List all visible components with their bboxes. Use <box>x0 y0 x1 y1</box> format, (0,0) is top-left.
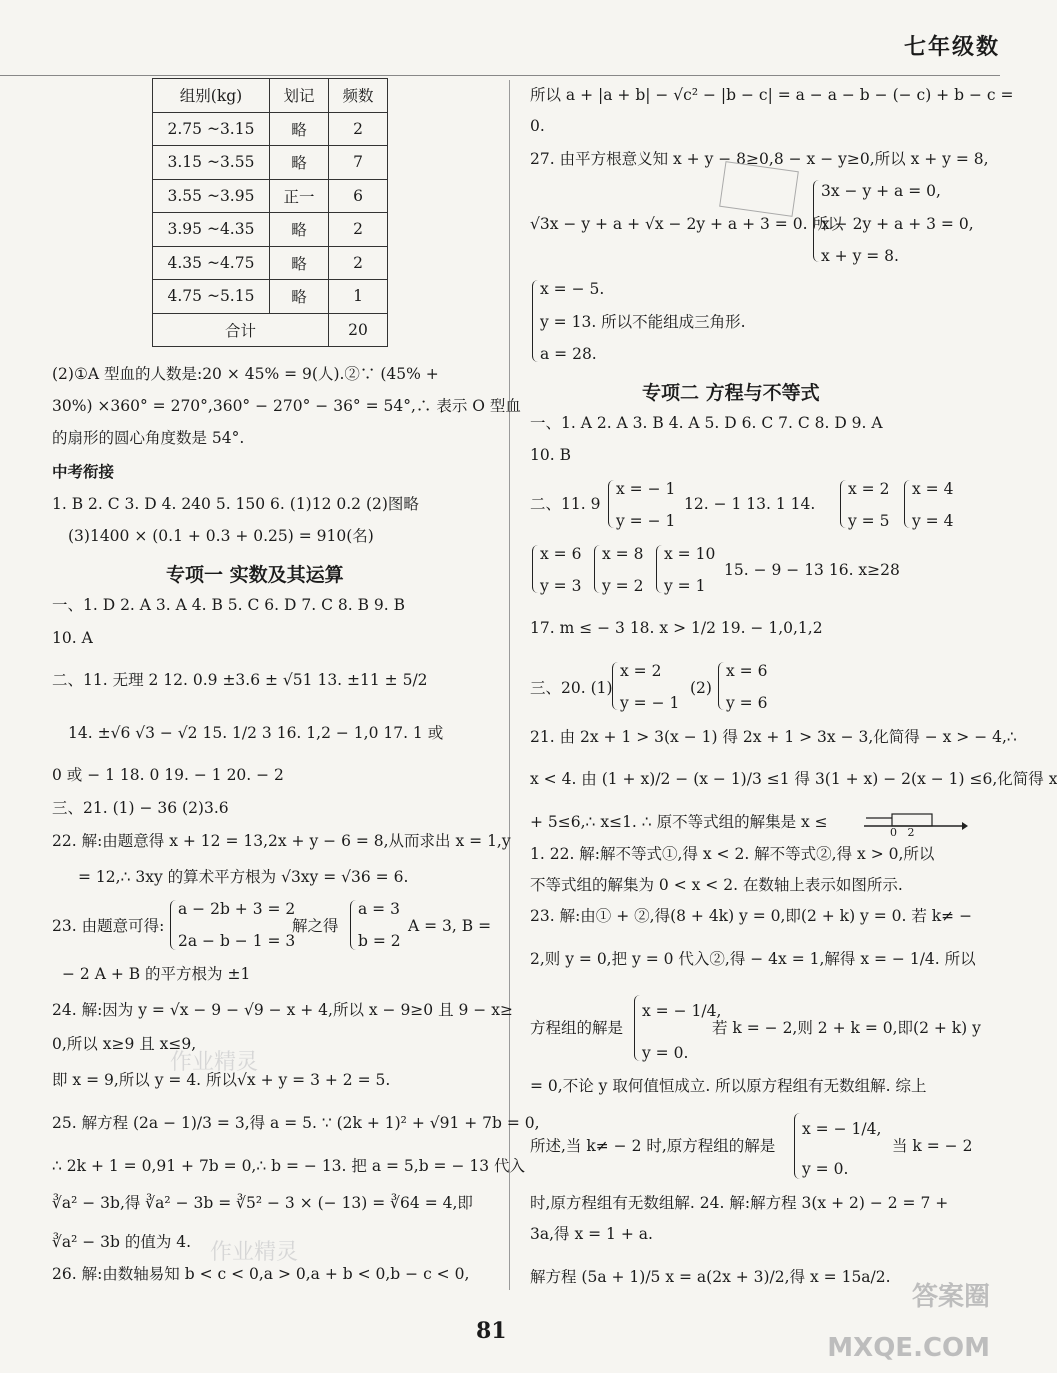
equation-line: x = 10 <box>664 545 716 563</box>
answer-line: = 12,∴ 3xy 的算术平方根为 √3xy = √36 = 6. <box>78 868 409 886</box>
table-cell: 2 <box>329 112 388 146</box>
brace <box>594 545 601 593</box>
brace <box>718 662 725 710</box>
answer-line: 一、1. A 2. A 3. B 4. A 5. D 6. C 7. C 8. D 9. A <box>530 414 883 432</box>
table-cell: 2.75 ~3.15 <box>153 112 270 146</box>
table-row <box>153 246 388 280</box>
answer-line: 1. 22. 解:解不等式①,得 x < 2. 解不等式②,得 x > 0,所以 <box>530 845 935 863</box>
equation-line: 3x − y + a = 0, <box>821 182 941 200</box>
faint-watermark: 作业精灵 <box>170 1050 259 1075</box>
equation-line: x − 2y + a + 3 = 0, <box>821 215 974 233</box>
brace <box>608 480 615 528</box>
equation-line: y = 4 <box>912 512 954 530</box>
header-rule <box>0 75 1000 76</box>
answer-line: 不等式组的解集为 0 < x < 2. 在数轴上表示如图所示. <box>530 876 903 894</box>
answer-line: (3)1400 × (0.1 + 0.3 + 0.25) = 910(名) <box>68 527 374 545</box>
brace <box>904 480 911 528</box>
answer-line: 0,所以 x≥9 且 x≤9, <box>52 1035 197 1053</box>
answer-line: √3x − y + a + √x − 2y + a + 3 = 0. 所以 <box>530 215 844 233</box>
brace <box>794 1113 801 1179</box>
table-total-value: 20 <box>329 313 388 347</box>
frequency-table <box>152 78 388 347</box>
table-cell: 6 <box>329 179 388 213</box>
table-cell: 正一 <box>270 179 329 213</box>
table-cell: 3.55 ~3.95 <box>153 179 270 213</box>
answer-line: = 0,不论 y 取何值恒成立. 所以原方程组有无数组解. 综上 <box>530 1077 927 1095</box>
answer-line: ∛a² − 3b 的值为 4. <box>52 1233 192 1251</box>
answer-line: 23. 解:由① + ②,得(8 + 4k) y = 0,即(2 + k) y = 0. 若 k≠ − <box>530 907 973 925</box>
table-row <box>153 112 388 146</box>
answer-line: 方程组的解是 <box>530 1019 624 1037</box>
answer-line: (2)①A 型血的人数是:20 × 45% = 9(人).②∵ (45% + <box>52 365 439 383</box>
equation-line: x = 4 <box>912 480 954 498</box>
table-cell: 略 <box>270 146 329 180</box>
table-row <box>153 179 388 213</box>
table-header-cell: 划记 <box>270 79 329 113</box>
answer-line: 三、20. (1) <box>530 679 613 697</box>
answer-line: 30%) ×360° = 270°,360° − 270° − 36° = 54°,∴ 表示 O 型血 <box>52 397 521 415</box>
table-cell: 4.75 ~5.15 <box>153 280 270 314</box>
equation-line: y = − 1 <box>620 694 680 712</box>
answer-line: 所以 a + |a + b| − √c² − |b − c| = a − a − b − (− c) + b − c = <box>530 86 1014 104</box>
table-cell: 略 <box>270 280 329 314</box>
equation-line: y = 2 <box>602 577 644 595</box>
answer-line: 2,则 y = 0,把 y = 0 代入②,得 − 4x = 1,解得 x = − 1/4. 所以 <box>530 950 976 968</box>
answer-line: 25. 解方程 (2a − 1)/3 = 3,得 a = 5. ∵ (2k + 1)² + √91 + 7b = 0, <box>52 1114 540 1132</box>
subsection-title: 中考衔接 <box>52 462 115 481</box>
equation-line: a − 2b + 3 = 2 <box>178 900 296 918</box>
equation-line: x = 6 <box>726 662 768 680</box>
table-header-cell: 频数 <box>329 79 388 113</box>
answer-line: 时,原方程组有无数组解. 24. 解:解方程 3(x + 2) − 2 = 7 + <box>530 1194 949 1212</box>
answer-line: 15. − 9 − 13 16. x≥28 <box>724 561 900 579</box>
table-cell: 2 <box>329 213 388 247</box>
equation-line: x = − 1/4, <box>642 1002 722 1020</box>
answer-line: 17. m ≤ − 3 18. x > 1/2 19. − 1,0,1,2 <box>530 619 823 637</box>
section-title: 专项一 实数及其运算 <box>166 564 344 586</box>
equation-line: x = − 5. <box>540 280 605 298</box>
answer-line: x < 4. 由 (1 + x)/2 − (x − 1)/3 ≤1 得 3(1 + x) − 2(x − 1) ≤6,化简得 x <box>530 770 1057 788</box>
answer-line: 若 k = − 2,则 2 + k = 0,即(2 + k) y <box>712 1019 981 1037</box>
answer-line: 22. 解:由题意得 x + 12 = 13,2x + y − 6 = 8,从而求出 x = 1,y <box>52 832 511 850</box>
brace <box>612 662 619 710</box>
table-cell: 略 <box>270 112 329 146</box>
equation-line: x = 6 <box>540 545 582 563</box>
brace <box>350 900 357 950</box>
equation-line: y = 6 <box>726 694 768 712</box>
table-row <box>153 280 388 314</box>
equation-line: x = 2 <box>848 480 890 498</box>
equation-line: 2a − b − 1 = 3 <box>178 932 296 950</box>
equation-line: x = − 1/4, <box>802 1120 882 1138</box>
answer-line: 即 x = 9,所以 y = 4. 所以√x + y = 3 + 2 = 5. <box>52 1071 391 1089</box>
answer-line: − 2 A + B 的平方根为 ±1 <box>62 965 251 983</box>
equation-line: y = 0. <box>802 1160 849 1178</box>
brace <box>656 545 663 593</box>
equation-line: x = − 1 <box>616 480 676 498</box>
table-header-row <box>153 79 388 113</box>
equation-line: x = 8 <box>602 545 644 563</box>
answer-line: A = 3, B = <box>408 917 492 935</box>
answer-line: 的扇形的圆心角度数是 54°. <box>52 429 245 447</box>
answer-line: 二、11. 9 <box>530 495 601 513</box>
watermark-logo: 答案圈 <box>911 1282 990 1312</box>
answer-line: 0 或 − 1 18. 0 19. − 1 20. − 2 <box>52 766 284 784</box>
answer-line: (2) <box>690 679 712 697</box>
equation-line: y = 1 <box>664 577 706 595</box>
table-header-cell: 组别(kg) <box>153 79 270 113</box>
answer-line: 1. B 2. C 3. D 4. 240 5. 150 6. (1)12 0.2 (2)图略 <box>52 495 419 513</box>
table-cell: 3.15 ~3.55 <box>153 146 270 180</box>
equation-line: a = 3 <box>358 900 400 918</box>
brace <box>813 180 820 262</box>
answer-line: 解方程 (5a + 1)/5 x = a(2x + 3)/2,得 x = 15a/2. <box>530 1268 891 1286</box>
answer-line: 24. 解:因为 y = √x − 9 − √9 − x + 4,所以 x − 9≥0 且 9 − x≥ <box>52 1001 513 1019</box>
answer-line: 二、11. 无理 2 12. 0.9 ±3.6 ± √51 13. ±11 ± 5/2 <box>52 671 428 689</box>
equation-line: y = 0. <box>642 1044 689 1062</box>
table-total-label: 合计 <box>153 313 329 347</box>
equation-line: a = 28. <box>540 345 597 363</box>
table-cell: 7 <box>329 146 388 180</box>
equation-line: y = 3 <box>540 577 582 595</box>
table-row <box>153 213 388 247</box>
answer-line: ∛a² − 3b,得 ∛a² − 3b = ∛5² − 3 × (− 13) = ∛64 = 4,即 <box>52 1194 473 1212</box>
answer-line: 21. 由 2x + 1 > 3(x − 1) 得 2x + 1 > 3x − 3,化简得 − x > − 4,∴ <box>530 728 1017 746</box>
answer-line: 23. 由题意可得: <box>52 917 165 935</box>
number-line-labels: 0 2 <box>890 826 915 839</box>
answer-line: 12. − 1 13. 1 14. <box>684 495 816 513</box>
answer-line: 解之得 <box>292 917 339 935</box>
answer-line: ∴ 2k + 1 = 0,91 + 7b = 0,∴ b = − 13. 把 a = 5,b = − 13 代入 <box>52 1157 526 1175</box>
book-header-title: 七年级数 <box>903 34 1000 60</box>
answer-line: 10. A <box>52 629 93 647</box>
number-line-figure <box>862 808 968 838</box>
table-cell: 3.95 ~4.35 <box>153 213 270 247</box>
table-row <box>153 146 388 180</box>
brace <box>170 900 177 950</box>
page-number: 81 <box>476 1318 507 1344</box>
answer-line: 当 k = − 2 <box>892 1137 973 1155</box>
brace <box>840 480 847 528</box>
answer-line: 一、1. D 2. A 3. A 4. B 5. C 6. D 7. C 8. B 9. B <box>52 596 405 614</box>
section-title: 专项二 方程与不等式 <box>642 382 820 404</box>
answer-line: 10. B <box>530 446 571 464</box>
brace <box>532 280 539 362</box>
answer-line: 三、21. (1) − 36 (2)3.6 <box>52 799 229 817</box>
equation-line: b = 2 <box>358 932 401 950</box>
faint-watermark: 作业精灵 <box>210 1240 299 1265</box>
equation-line: x = 2 <box>620 662 662 680</box>
equation-line: x + y = 8. <box>821 247 899 265</box>
table-cell: 2 <box>329 246 388 280</box>
answer-line: + 5≤6,∴ x≤1. ∴ 原不等式组的解集是 x ≤ <box>530 813 828 831</box>
table-total-row <box>153 313 388 347</box>
table-cell: 略 <box>270 246 329 280</box>
table-cell: 略 <box>270 213 329 247</box>
equation-line: y = − 1 <box>616 512 676 530</box>
answer-line: 14. ±√6 √3 − √2 15. 1/2 3 16. 1,2 − 1,0 17. 1 或 <box>68 724 444 742</box>
table-cell: 4.35 ~4.75 <box>153 246 270 280</box>
brace <box>532 545 539 593</box>
equation-line: y = 5 <box>848 512 890 530</box>
brace <box>634 995 641 1061</box>
stamp-mark <box>719 161 799 217</box>
equation-line: y = 13. 所以不能组成三角形. <box>540 313 746 331</box>
column-divider <box>509 80 510 1290</box>
answer-line: 27. 由平方根意义知 x + y − 8≥0,8 − x − y≥0,所以 x + y = 8, <box>530 150 989 168</box>
answer-line: 0. <box>530 117 545 135</box>
answer-line: 26. 解:由数轴易知 b < c < 0,a > 0,a + b < 0,b − c < 0, <box>52 1265 470 1283</box>
table-cell: 1 <box>329 280 388 314</box>
watermark-url: MXQE.COM <box>827 1333 990 1363</box>
answer-line: 3a,得 x = 1 + a. <box>530 1225 653 1243</box>
answer-line: 所述,当 k≠ − 2 时,原方程组的解是 <box>530 1137 776 1155</box>
